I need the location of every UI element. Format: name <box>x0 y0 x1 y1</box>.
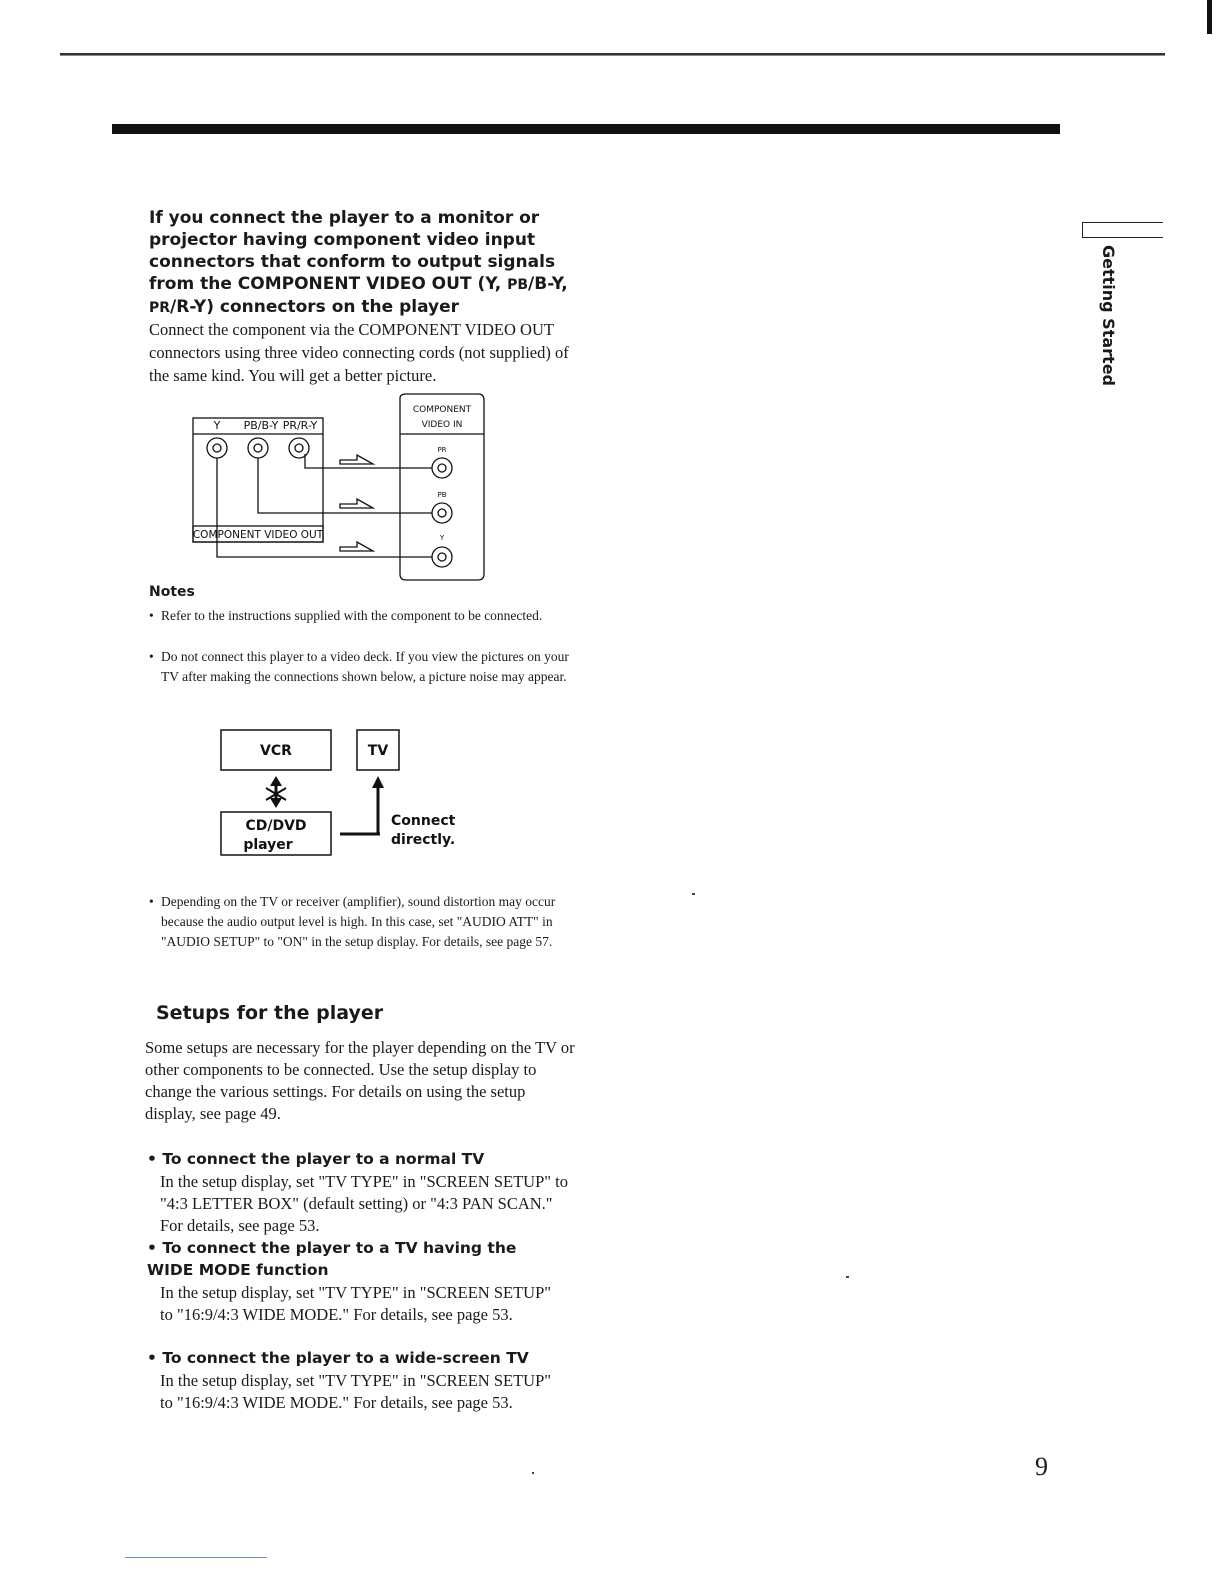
arrow-icon <box>340 455 373 464</box>
player-jack-pr <box>289 438 309 458</box>
scan-speck <box>692 893 695 895</box>
player-label-pb: PB/B-Y <box>243 419 279 432</box>
arrow-up-icon <box>372 776 384 788</box>
note-item <box>149 647 581 687</box>
arrow-icon <box>340 499 373 508</box>
setup-item-body: In the setup display, set "TV TYPE" in "SCREEN SETUP" to "16:9/4:3 WIDE MODE." For details, see page 53. <box>160 1371 552 1412</box>
arrow-icon <box>340 542 373 551</box>
side-tab <box>1092 245 1122 395</box>
direct-connection-diagram <box>210 722 470 862</box>
connect-label-1: Connect <box>391 813 456 829</box>
scan-speck <box>532 1472 534 1474</box>
component-connection-diagram <box>185 392 495 584</box>
cable-pb <box>258 458 432 513</box>
bullet: • <box>149 649 154 664</box>
note-text: Refer to the instructions supplied with the component to be connected. <box>161 608 543 623</box>
player-label-y: Y <box>213 419 221 432</box>
component-title-1: COMPONENT <box>412 405 472 415</box>
setup-item-heading: • To connect the player to a normal TV <box>147 1150 485 1168</box>
subsection-title: Setups for the player <box>156 1002 384 1024</box>
component-jack-pr <box>432 458 452 478</box>
bullet: • <box>149 894 154 909</box>
setup-item-body: In the setup display, set "TV TYPE" in "SCREEN SETUP" to "16:9/4:3 WIDE MODE." For details, see page 53. <box>160 1283 552 1324</box>
bullet: • <box>149 608 154 623</box>
bottom-rule <box>125 1557 267 1558</box>
player-label-2: player <box>243 837 293 853</box>
page-number: 9 <box>1035 1452 1048 1481</box>
component-jack-pb <box>432 503 452 523</box>
component-jack-label-pr: PR <box>437 446 447 454</box>
note-item <box>149 892 579 952</box>
header-rule <box>112 124 1060 134</box>
setup-item-heading: • To connect the player to a TV having the WIDE MODE function <box>147 1239 517 1279</box>
player-label-1: CD/DVD <box>245 818 307 834</box>
component-title-2: VIDEO IN <box>421 420 463 430</box>
note-text: Do not connect this player to a video deck. If you view the pictures on your TV after making the connections shown below, a picture noise may appear. <box>161 649 569 684</box>
player-panel-label: COMPONENT VIDEO OUT <box>192 529 324 541</box>
player-jack-pb <box>248 438 268 458</box>
component-jack-label-pb: PB <box>437 491 447 499</box>
side-tab-bracket <box>1082 222 1163 238</box>
setup-item-heading: • To connect the player to a wide-screen TV <box>147 1349 529 1367</box>
intro-paragraph: Connect the component via the COMPONENT VIDEO OUT connectors using three video connecting cords (not supplied) of the same kind. You will get a better picture. <box>149 320 569 385</box>
bullet: • <box>147 1239 157 1257</box>
vcr-label: VCR <box>260 743 292 759</box>
scan-speck <box>846 1276 849 1278</box>
note-item <box>149 606 581 626</box>
note-text: Depending on the TV or receiver (amplifier), sound distortion may occur because the audio output level is high. In this case, set "AUDIO ATT" in "AUDIO SETUP" to "ON" in the setup display. For details, see page 57. <box>161 894 556 949</box>
notes-title: Notes <box>149 584 195 600</box>
connect-label-2: directly. <box>391 832 456 848</box>
player-jack-y <box>207 438 227 458</box>
crossed-arrow-icon <box>270 776 282 786</box>
section-heading: If you connect the player to a monitor or projector having component video input connectors that conform to output signals from the COMPONENT VIDEO OUT (Y, PB/B-Y, PR/R-Y) connectors on the player <box>149 208 568 317</box>
component-jack-y <box>432 547 452 567</box>
component-jack-label-y: Y <box>439 534 445 542</box>
player-label-pr: PR/R-Y <box>282 419 318 432</box>
bullet: • <box>147 1150 157 1168</box>
edge-mark <box>1207 0 1212 34</box>
bullet: • <box>147 1349 157 1367</box>
setup-item-body: In the setup display, set "TV TYPE" in "SCREEN SETUP" to "4:3 LETTER BOX" (default setting) or "4:3 PAN SCAN." For details, see page 53. <box>160 1172 568 1235</box>
top-scan-line <box>60 50 1165 59</box>
tv-label: TV <box>367 743 389 759</box>
setups-paragraph: Some setups are necessary for the player depending on the TV or other components to be connected. Use the setup display to change the various settings. For details on using the setup display, see page 49. <box>145 1038 575 1123</box>
side-tab-label: Getting Started <box>1099 245 1118 386</box>
